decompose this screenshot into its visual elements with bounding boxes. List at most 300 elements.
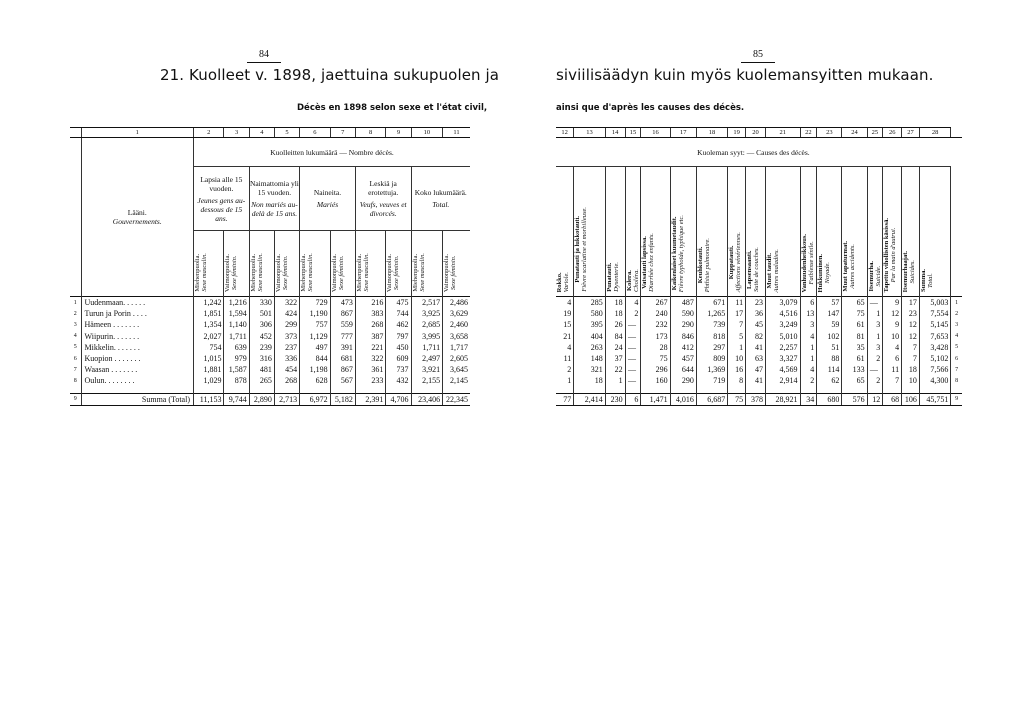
- cell-value: 2,414: [574, 393, 605, 405]
- cell-value: —: [625, 375, 641, 386]
- cell-value: 18: [574, 375, 605, 386]
- cell-value: 2,460: [443, 319, 470, 330]
- column-number: 11: [443, 128, 470, 138]
- table-row: [556, 331, 962, 342]
- cell-value: 809: [696, 353, 727, 364]
- column-number: 9: [386, 128, 411, 138]
- cell-value: 867: [330, 364, 355, 375]
- region-name: Kuopion . . . . . . .: [81, 353, 193, 364]
- cell-value: 59: [817, 319, 842, 330]
- group-header: [249, 167, 299, 231]
- row-number: 1: [70, 297, 81, 309]
- group-header: [300, 167, 356, 231]
- row-number: 4: [951, 331, 962, 342]
- cell-value: 11: [563, 354, 572, 364]
- cell-value: 336: [274, 353, 299, 364]
- cell-value: 4: [567, 342, 572, 352]
- cell-value: 729: [300, 297, 330, 309]
- cell-value: 1,265: [696, 308, 727, 319]
- row-number: 5: [951, 342, 962, 353]
- column-number: 6: [300, 128, 330, 138]
- sex-header-m: Miehenpuolia. Sexe masculin.: [300, 231, 330, 297]
- cell-value: 1,354: [194, 319, 224, 330]
- cell-value: 221: [355, 342, 385, 353]
- cell-value: 35: [842, 342, 867, 353]
- cell-value: 263: [574, 342, 605, 353]
- cell-value: 11: [883, 364, 902, 375]
- cell-value: 739: [696, 319, 727, 330]
- cell-value: 237: [274, 342, 299, 353]
- row-number: 2: [73, 310, 77, 317]
- cell-value: 5,003: [919, 297, 950, 309]
- table-row: [556, 319, 962, 330]
- cell-value: 2,890: [249, 393, 274, 405]
- cause-header: Vatsatauti lapsissa. Diarrhée chez enfants.: [641, 167, 670, 297]
- cell-value: 7,653: [919, 331, 950, 342]
- right-data-table: [556, 127, 962, 406]
- sex-header-f: Vaimonpuolia. Sexe féminin.: [386, 231, 411, 297]
- cause-header: Punatauti. Dysenterie.: [605, 167, 625, 297]
- cell-value: 65: [842, 297, 867, 309]
- column-number: 7: [330, 128, 355, 138]
- cell-value: 84: [605, 331, 625, 342]
- cell-value: 6,972: [300, 393, 330, 405]
- cell-value: 22: [605, 364, 625, 375]
- cell-value: 454: [274, 364, 299, 375]
- cell-value: 41: [746, 375, 766, 386]
- cell-value: 28: [641, 342, 670, 353]
- cell-value: 3: [867, 319, 883, 330]
- cell-value: 2,517: [411, 297, 443, 309]
- cell-value: 23: [902, 308, 920, 319]
- cell-value: 11: [728, 297, 746, 309]
- row-number: 3: [73, 321, 77, 328]
- column-number: 3: [224, 128, 249, 138]
- sex-header-f: Vaimonpuolia. Sexe féminin.: [443, 231, 470, 297]
- cell-value: 5,102: [919, 353, 950, 364]
- cell-value: 37: [605, 353, 625, 364]
- cell-value: 1: [605, 375, 625, 386]
- region-header: Lääni. Gouvernements.: [81, 138, 193, 297]
- cell-value: 2,257: [765, 342, 800, 353]
- cell-value: 432: [386, 375, 411, 386]
- cause-header: Keuhkotauti. Phthisie pulmonaire.: [696, 167, 727, 297]
- cell-value: 744: [386, 308, 411, 319]
- cell-value: 65: [842, 375, 867, 386]
- cell-value: 475: [386, 297, 411, 309]
- cell-value: 102: [817, 331, 842, 342]
- column-number: 24: [842, 128, 867, 138]
- cell-value: 265: [249, 375, 274, 386]
- cell-value: 3,327: [765, 353, 800, 364]
- cell-value: 68: [883, 393, 902, 405]
- cell-value: 47: [746, 364, 766, 375]
- cell-value: 1: [867, 308, 883, 319]
- table-row: [70, 308, 470, 319]
- cell-value: 1,717: [443, 342, 470, 353]
- table-row: [556, 342, 962, 353]
- cell-value: 2,685: [411, 319, 443, 330]
- cell-value: 321: [574, 364, 605, 375]
- cause-header: Itsemurha. Suicide.: [867, 167, 883, 297]
- row-number: 1: [951, 297, 962, 309]
- cell-value: 754: [194, 342, 224, 353]
- cell-value: 2: [800, 375, 817, 386]
- cell-value: 2,145: [443, 375, 470, 386]
- cell-value: 81: [842, 331, 867, 342]
- column-number: 20: [746, 128, 766, 138]
- cell-value: 1,029: [194, 375, 224, 386]
- column-number: 21: [765, 128, 800, 138]
- causes-spanner: Kuoleman syyt: — Causes des décès.: [697, 147, 810, 157]
- cell-value: 147: [817, 308, 842, 319]
- cell-value: 2: [867, 375, 883, 386]
- column-number: 4: [249, 128, 274, 138]
- cell-value: 41: [746, 342, 766, 353]
- cell-value: 680: [817, 393, 842, 405]
- cell-value: 297: [696, 342, 727, 353]
- cell-value: 7: [902, 353, 920, 364]
- cell-value: 487: [670, 297, 696, 309]
- row-number: 8: [951, 375, 962, 386]
- cell-value: 979: [224, 353, 249, 364]
- column-number: 22: [800, 128, 817, 138]
- cell-value: 23: [746, 297, 766, 309]
- cell-value: 797: [386, 331, 411, 342]
- group-label-fr: Total.: [432, 200, 450, 209]
- group-label-fr: Jeunes gens au-dessous de 15 ans.: [197, 195, 246, 223]
- cell-value: 3,629: [443, 308, 470, 319]
- cell-value: 63: [746, 353, 766, 364]
- cell-value: 10: [902, 375, 920, 386]
- cell-value: 639: [224, 342, 249, 353]
- column-number: 2: [194, 128, 224, 138]
- cell-value: 501: [249, 308, 274, 319]
- cause-header: Itsemurhaajat. Suicides.: [902, 167, 920, 297]
- cell-value: 10: [728, 353, 746, 364]
- region-name: Wiipurin. . . . . . .: [81, 331, 193, 342]
- cell-value: —: [625, 331, 641, 342]
- cell-value: 1,851: [194, 308, 224, 319]
- cell-value: 3,658: [443, 331, 470, 342]
- table-row: [70, 342, 470, 353]
- cell-value: 1,711: [411, 342, 443, 353]
- cell-value: 10: [883, 331, 902, 342]
- total-row: [70, 393, 470, 405]
- table-row: [556, 297, 962, 309]
- cell-value: 17: [902, 297, 920, 309]
- sex-header-f: Vaimonpuolia. Sexe féminin.: [224, 231, 249, 297]
- cell-value: 75: [641, 353, 670, 364]
- cell-value: 45: [746, 319, 766, 330]
- cell-value: 412: [670, 342, 696, 353]
- column-number: 8: [355, 128, 385, 138]
- cell-value: 590: [670, 308, 696, 319]
- row-number: 8: [73, 377, 77, 384]
- cell-value: 6: [883, 353, 902, 364]
- cell-value: 387: [355, 331, 385, 342]
- cell-value: 12: [902, 331, 920, 342]
- cause-header: Hukkuminen. Noyade.: [817, 167, 842, 297]
- table-row: [556, 375, 962, 386]
- column-number-row: [70, 128, 470, 138]
- cell-value: 777: [330, 331, 355, 342]
- column-number: 17: [670, 128, 696, 138]
- cell-value: 9,744: [224, 393, 249, 405]
- cell-value: 19: [563, 309, 572, 319]
- cell-value: 2,914: [765, 375, 800, 386]
- cause-header: Muut taudit. Autres maladies.: [765, 167, 800, 297]
- table-row: [556, 308, 962, 319]
- group-label-fr: Veufs, veuves et divorcés.: [359, 200, 407, 218]
- cell-value: 2,486: [443, 297, 470, 309]
- column-number: 1: [81, 128, 193, 138]
- cell-value: 878: [224, 375, 249, 386]
- cell-value: 1: [728, 342, 746, 353]
- cell-value: 3,925: [411, 308, 443, 319]
- cell-value: 18: [605, 297, 625, 309]
- cause-header: Rokko. Variole.: [556, 167, 574, 297]
- cell-value: 285: [574, 297, 605, 309]
- cell-value: 2,155: [411, 375, 443, 386]
- column-number: 25: [867, 128, 883, 138]
- cell-value: 28,921: [765, 393, 800, 405]
- cell-value: 239: [249, 342, 274, 353]
- cell-value: 240: [641, 308, 670, 319]
- cell-value: 2,027: [194, 331, 224, 342]
- cell-value: 2,605: [443, 353, 470, 364]
- sex-header-m: Miehenpuolia. Sexe masculin.: [249, 231, 274, 297]
- column-number: 14: [605, 128, 625, 138]
- row-number: 5: [73, 344, 77, 351]
- cause-header: Summa. Total.: [919, 167, 950, 297]
- cell-value: 322: [274, 297, 299, 309]
- cell-value: 450: [386, 342, 411, 353]
- cell-value: 378: [746, 393, 766, 405]
- table-row: [70, 331, 470, 342]
- cell-value: 671: [696, 297, 727, 309]
- cell-value: 361: [355, 364, 385, 375]
- cell-value: 173: [641, 331, 670, 342]
- cell-value: 3,428: [919, 342, 950, 353]
- group-label: Naimattomia yli 15 vuoden.: [249, 179, 299, 197]
- region-name: Turun ja Porin . . . .: [81, 308, 193, 319]
- cell-value: 1,587: [224, 364, 249, 375]
- cell-value: 267: [641, 297, 670, 309]
- cell-value: 16: [728, 364, 746, 375]
- cell-value: 106: [902, 393, 920, 405]
- group-header: [194, 167, 250, 231]
- cell-value: 61: [842, 353, 867, 364]
- cell-value: 4: [556, 297, 574, 309]
- region-name: Uudenmaan. . . . . .: [81, 297, 193, 309]
- cell-value: 1: [800, 353, 817, 364]
- cell-value: 844: [300, 353, 330, 364]
- cell-value: 2,713: [274, 393, 299, 405]
- cell-value: 576: [842, 393, 867, 405]
- cell-value: 757: [300, 319, 330, 330]
- cell-value: 8: [728, 375, 746, 386]
- cell-value: 4,300: [919, 375, 950, 386]
- cell-value: 4,516: [765, 308, 800, 319]
- row-number: 3: [951, 319, 962, 330]
- cell-value: 75: [728, 393, 746, 405]
- cell-value: 9: [883, 319, 902, 330]
- cell-value: 5,010: [765, 331, 800, 342]
- cell-value: 719: [696, 375, 727, 386]
- cause-header: Kaikenlaiset kuumetaudit. Fièvre typhoïde, typhique etc.: [670, 167, 696, 297]
- cell-value: 160: [641, 375, 670, 386]
- cell-value: 9: [883, 297, 902, 309]
- cell-value: 4: [625, 297, 641, 309]
- table-row: [70, 364, 470, 375]
- group-label-fr: Non mariés au-delà de 15 ans.: [251, 200, 298, 218]
- column-number: 15: [625, 128, 641, 138]
- row-number: 4: [73, 333, 77, 340]
- group-label: Koko lukumäärä.: [414, 188, 467, 197]
- cell-value: 18: [902, 364, 920, 375]
- cell-value: 36: [746, 308, 766, 319]
- cell-value: 290: [670, 375, 696, 386]
- cell-value: 3: [800, 319, 817, 330]
- sex-header-m: Miehenpuolia. Sexe masculin.: [411, 231, 443, 297]
- cell-value: 3,921: [411, 364, 443, 375]
- cell-value: 473: [330, 297, 355, 309]
- sex-header-f: Vaimonpuolia. Sexe féminin.: [330, 231, 355, 297]
- cell-value: 15: [563, 320, 572, 330]
- cell-value: 17: [728, 308, 746, 319]
- region-name: Waasan . . . . . . .: [81, 364, 193, 375]
- cell-value: 216: [355, 297, 385, 309]
- cell-value: 12: [867, 393, 883, 405]
- cell-value: 51: [817, 342, 842, 353]
- cell-value: 330: [249, 297, 274, 309]
- table-row: [70, 353, 470, 364]
- cell-value: 7,566: [919, 364, 950, 375]
- cell-value: 296: [641, 364, 670, 375]
- cell-value: 6: [800, 297, 817, 309]
- cell-value: 609: [386, 353, 411, 364]
- cell-value: —: [625, 319, 641, 330]
- cell-value: 4: [883, 342, 902, 353]
- cell-value: 26: [605, 319, 625, 330]
- cell-value: 57: [817, 297, 842, 309]
- row-number: 2: [951, 308, 962, 319]
- cell-value: 4,016: [670, 393, 696, 405]
- cell-value: 21: [563, 331, 572, 341]
- column-number: 16: [641, 128, 670, 138]
- cell-value: 818: [696, 331, 727, 342]
- column-number: 12: [556, 128, 574, 138]
- column-number-row-right: [556, 128, 962, 138]
- cell-value: 268: [355, 319, 385, 330]
- row-number: 9: [70, 393, 81, 405]
- page-title-right: siviilisäädyn kuin myös kuolemansyitten mukaan.: [556, 66, 934, 84]
- cell-value: 1: [867, 331, 883, 342]
- total-row: [556, 393, 962, 405]
- region-name: Mikkelin. . . . . . .: [81, 342, 193, 353]
- cell-value: 1,711: [224, 331, 249, 342]
- cell-value: 2,497: [411, 353, 443, 364]
- cell-value: 34: [800, 393, 817, 405]
- cell-value: —: [625, 353, 641, 364]
- page-number-left: 84: [244, 49, 284, 63]
- row-number: 9: [951, 393, 962, 405]
- cell-value: 1,129: [300, 331, 330, 342]
- group-label: Naineita.: [313, 188, 342, 197]
- group-label: Leskiä ja erotettuja.: [368, 179, 399, 197]
- cell-value: 24: [605, 342, 625, 353]
- cell-value: 3,079: [765, 297, 800, 309]
- cell-value: 580: [574, 308, 605, 319]
- column-number: 19: [728, 128, 746, 138]
- cell-value: 322: [355, 353, 385, 364]
- group-header: [411, 167, 470, 231]
- cell-value: 1,216: [224, 297, 249, 309]
- page-title-left: 21. Kuolleet v. 1898, jaettuina sukupuolen ja: [160, 66, 500, 84]
- cell-value: 5,145: [919, 319, 950, 330]
- cell-value: 867: [330, 308, 355, 319]
- column-number: 28: [919, 128, 950, 138]
- cell-value: 462: [386, 319, 411, 330]
- subtitle-right: ainsi que d'après les causes des décès.: [556, 103, 745, 113]
- cell-value: 75: [842, 308, 867, 319]
- cell-value: 481: [249, 364, 274, 375]
- cell-value: 2: [567, 365, 572, 375]
- cell-value: 4: [800, 364, 817, 375]
- table-row: [70, 375, 470, 386]
- cell-value: —: [867, 364, 883, 375]
- cell-value: 3,645: [443, 364, 470, 375]
- cause-header: Vanhuudenheikkous. Faiblesse sénile.: [800, 167, 817, 297]
- cause-header: Kolera. Choléra.: [625, 167, 641, 297]
- cell-value: 628: [300, 375, 330, 386]
- column-number: 18: [696, 128, 727, 138]
- cell-value: 299: [274, 319, 299, 330]
- cell-value: 1,369: [696, 364, 727, 375]
- column-number: 26: [883, 128, 902, 138]
- sex-header-m: Miehenpuolia. Sexe masculin.: [355, 231, 385, 297]
- group-header: [355, 167, 411, 231]
- cell-value: 306: [249, 319, 274, 330]
- group-label: Lapsia alle 15 vuoden.: [200, 174, 243, 193]
- cell-value: 290: [670, 319, 696, 330]
- cell-value: 77: [556, 393, 574, 405]
- cell-value: 232: [641, 319, 670, 330]
- cell-value: 11,153: [194, 393, 224, 405]
- cell-value: 1,015: [194, 353, 224, 364]
- region-name: Hämeen . . . . . . .: [81, 319, 193, 330]
- cell-value: —: [625, 364, 641, 375]
- cell-value: 681: [330, 353, 355, 364]
- cause-header: Lapsensaanti. Suite de couches.: [746, 167, 766, 297]
- cell-value: 1,198: [300, 364, 330, 375]
- cell-value: 1,471: [641, 393, 670, 405]
- subtitle-left: Décès en 1898 selon sexe et l'état civil,: [297, 103, 488, 113]
- table-row: [70, 319, 470, 330]
- cell-value: 559: [330, 319, 355, 330]
- cell-value: 7: [728, 319, 746, 330]
- table-row: [70, 297, 470, 309]
- cell-value: 7: [902, 342, 920, 353]
- count-spanner: Kuolleitten lukumäärä — Nombre décès.: [194, 138, 471, 167]
- cell-value: 1,242: [194, 297, 224, 309]
- cause-header: Muut tapaturmat. Autres accidents.: [842, 167, 867, 297]
- cell-value: 4,706: [386, 393, 411, 405]
- row-number: 6: [951, 353, 962, 364]
- total-label: Summa (Total): [81, 393, 193, 405]
- sex-header-f: Vaimonpuolia. Sexe féminin.: [274, 231, 299, 297]
